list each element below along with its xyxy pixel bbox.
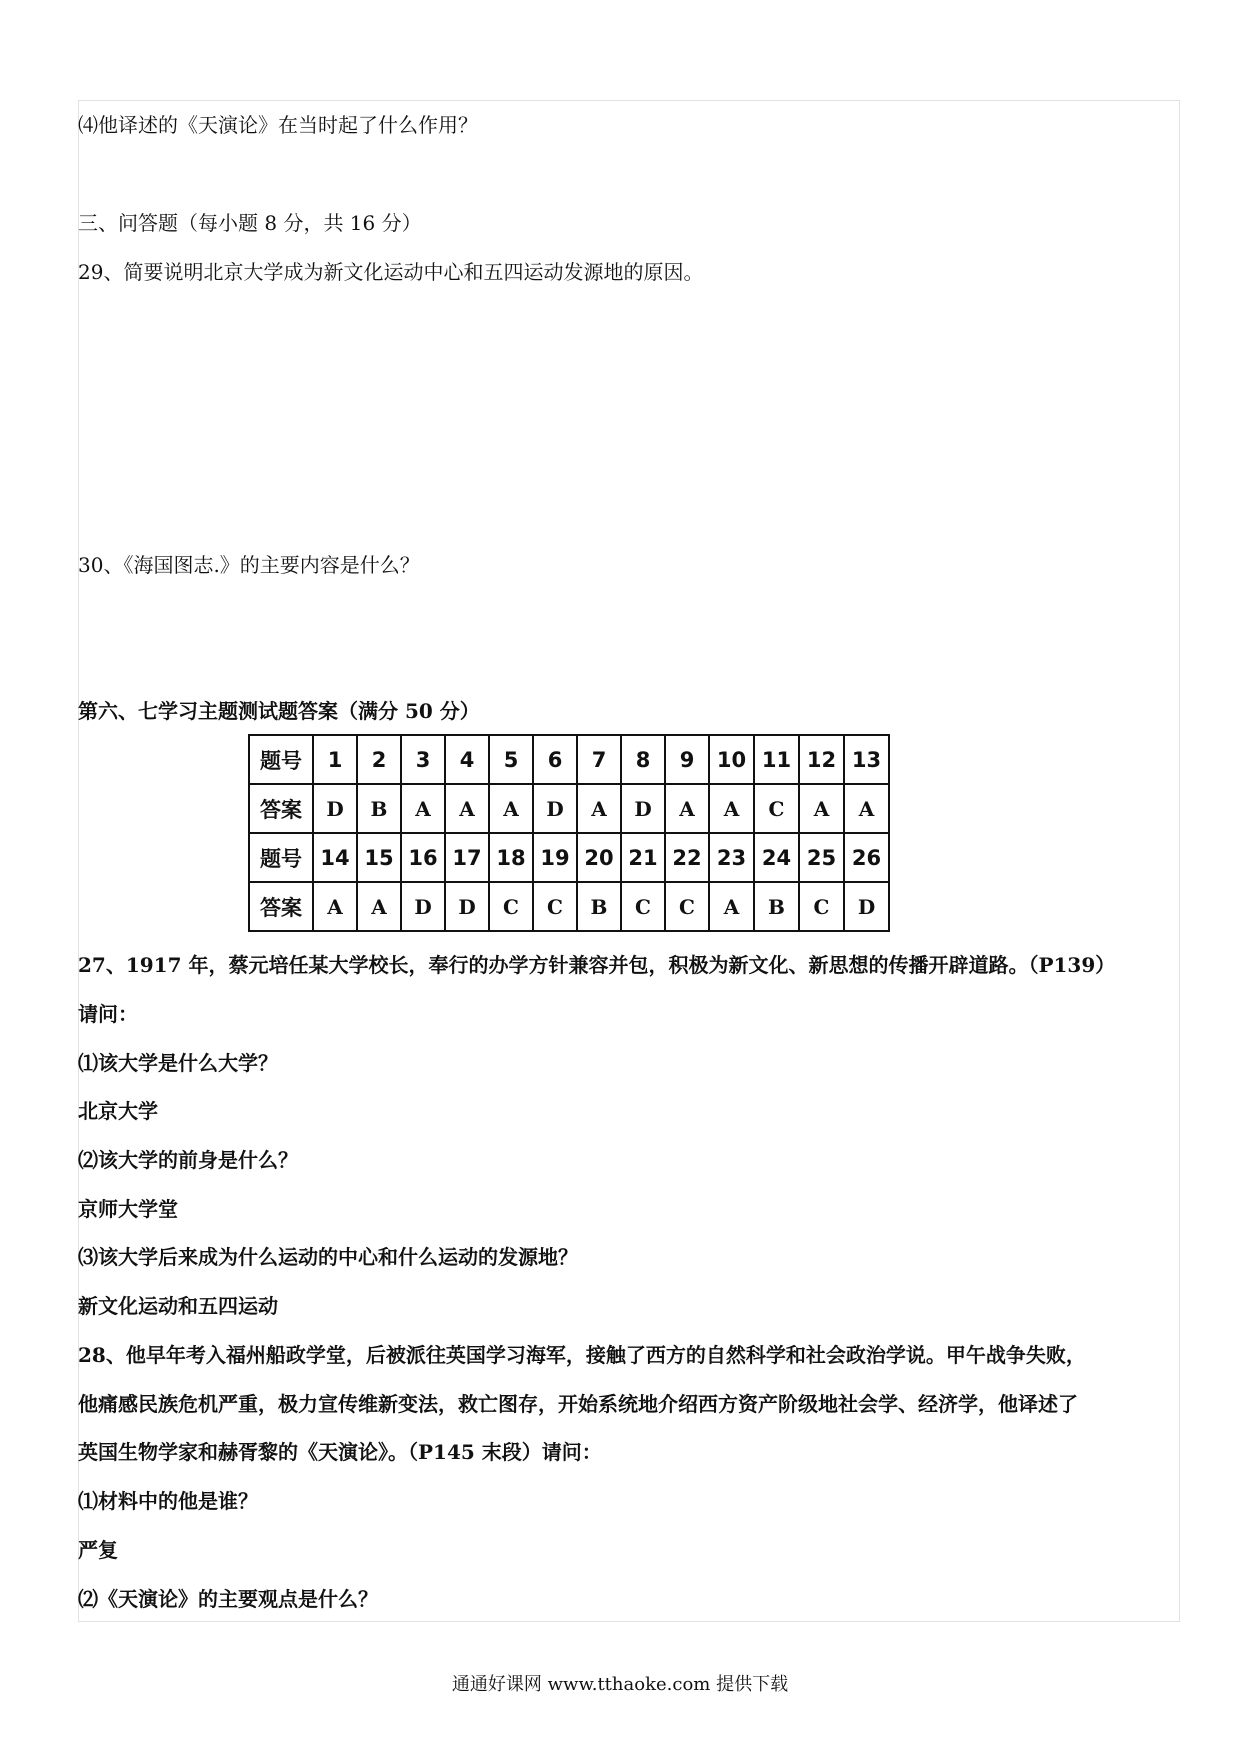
- table-cell: A: [709, 882, 754, 931]
- question-28-answer-1: 严复: [78, 1538, 118, 1562]
- question-27-prompt: 请问：: [78, 1002, 138, 1026]
- question-27-answer-3: 新文化运动和五四运动: [78, 1294, 278, 1318]
- question-27-answer-1: 北京大学: [78, 1099, 158, 1123]
- table-cell: D: [401, 882, 445, 931]
- row-label: 题号: [249, 735, 313, 784]
- table-cell: A: [577, 784, 621, 833]
- table-cell: 5: [489, 735, 533, 784]
- table-row: [249, 735, 889, 784]
- question-28-stem-2: 他痛感民族危机严重，极力宣传维新变法，救亡图存，开始系统地介绍西方资产阶级地社会学、经济学，他译述了: [78, 1392, 1078, 1416]
- table-cell: 21: [621, 833, 665, 882]
- table-cell: 14: [313, 833, 357, 882]
- answer-key-table: [248, 734, 890, 932]
- question-30-text: 30、《海国图志.》的主要内容是什么？: [78, 553, 420, 577]
- table-cell: 7: [577, 735, 621, 784]
- table-cell: C: [621, 882, 665, 931]
- table-cell: 8: [621, 735, 665, 784]
- table-cell: 25: [799, 833, 844, 882]
- table-cell: 22: [665, 833, 709, 882]
- table-cell: B: [754, 882, 799, 931]
- table-cell: 9: [665, 735, 709, 784]
- table-cell: D: [445, 882, 489, 931]
- table-cell: A: [709, 784, 754, 833]
- question-27-answer-2: 京师大学堂: [78, 1197, 178, 1221]
- question-27-sub-2: ⑵该大学的前身是什么？: [78, 1148, 298, 1172]
- table-cell: 11: [754, 735, 799, 784]
- table-cell: C: [754, 784, 799, 833]
- table-cell: A: [799, 784, 844, 833]
- table-cell: A: [844, 784, 889, 833]
- table-cell: A: [445, 784, 489, 833]
- table-cell: 1: [313, 735, 357, 784]
- section-heading-short-answer: 三、问答题（每小题 8 分，共 16 分）: [78, 211, 422, 235]
- question-28-stem-3: 英国生物学家和赫胥黎的《天演论》。（P145 末段）请问：: [78, 1440, 602, 1464]
- row-label: 题号: [249, 833, 313, 882]
- table-cell: 15: [357, 833, 401, 882]
- table-row: [249, 784, 889, 833]
- row-label: 答案: [249, 882, 313, 931]
- table-cell: C: [799, 882, 844, 931]
- table-cell: 10: [709, 735, 754, 784]
- question-27-sub-3: ⑶该大学后来成为什么运动的中心和什么运动的发源地？: [78, 1245, 578, 1269]
- question-28-sub-2: ⑵《天演论》的主要观点是什么？: [78, 1587, 378, 1611]
- table-cell: A: [665, 784, 709, 833]
- table-cell: 26: [844, 833, 889, 882]
- row-label: 答案: [249, 784, 313, 833]
- question-27-sub-1: ⑴该大学是什么大学？: [78, 1051, 278, 1075]
- table-cell: D: [313, 784, 357, 833]
- table-cell: 4: [445, 735, 489, 784]
- table-cell: C: [489, 882, 533, 931]
- question-28-stem-1: 28、他早年考入福州船政学堂，后被派往英国学习海军，接触了西方的自然科学和社会政治学说。甲午战争失败，: [78, 1343, 1086, 1367]
- table-cell: 24: [754, 833, 799, 882]
- table-cell: 23: [709, 833, 754, 882]
- table-cell: A: [401, 784, 445, 833]
- table-cell: A: [357, 882, 401, 931]
- table-cell: 13: [844, 735, 889, 784]
- question-27-stem: 27、1917 年，蔡元培任某大学校长，奉行的办学方针兼容并包，积极为新文化、新思想的传播开辟道路。（P139）: [78, 953, 1116, 977]
- answer-key-heading: 第六、七学习主题测试题答案（满分 50 分）: [78, 699, 480, 723]
- page-footer: 通通好课网 www.tthaoke.com 提供下载: [451, 1674, 789, 1695]
- table-cell: 3: [401, 735, 445, 784]
- table-cell: B: [577, 882, 621, 931]
- table-row: [249, 833, 889, 882]
- table-cell: 17: [445, 833, 489, 882]
- question-28-sub-1: ⑴材料中的他是谁？: [78, 1489, 258, 1513]
- table-cell: D: [621, 784, 665, 833]
- table-cell: 2: [357, 735, 401, 784]
- table-cell: 19: [533, 833, 577, 882]
- question-29-text: 29、简要说明北京大学成为新文化运动中心和五四运动发源地的原因。: [78, 260, 704, 284]
- table-cell: 16: [401, 833, 445, 882]
- table-row: [249, 882, 889, 931]
- table-cell: 18: [489, 833, 533, 882]
- table-cell: B: [357, 784, 401, 833]
- table-cell: C: [533, 882, 577, 931]
- question-4-text: ⑷他译述的《天演论》在当时起了什么作用？: [78, 113, 478, 137]
- table-cell: D: [844, 882, 889, 931]
- table-cell: 20: [577, 833, 621, 882]
- table-cell: A: [313, 882, 357, 931]
- table-cell: 12: [799, 735, 844, 784]
- table-cell: D: [533, 784, 577, 833]
- table-cell: 6: [533, 735, 577, 784]
- table-cell: A: [489, 784, 533, 833]
- table-cell: C: [665, 882, 709, 931]
